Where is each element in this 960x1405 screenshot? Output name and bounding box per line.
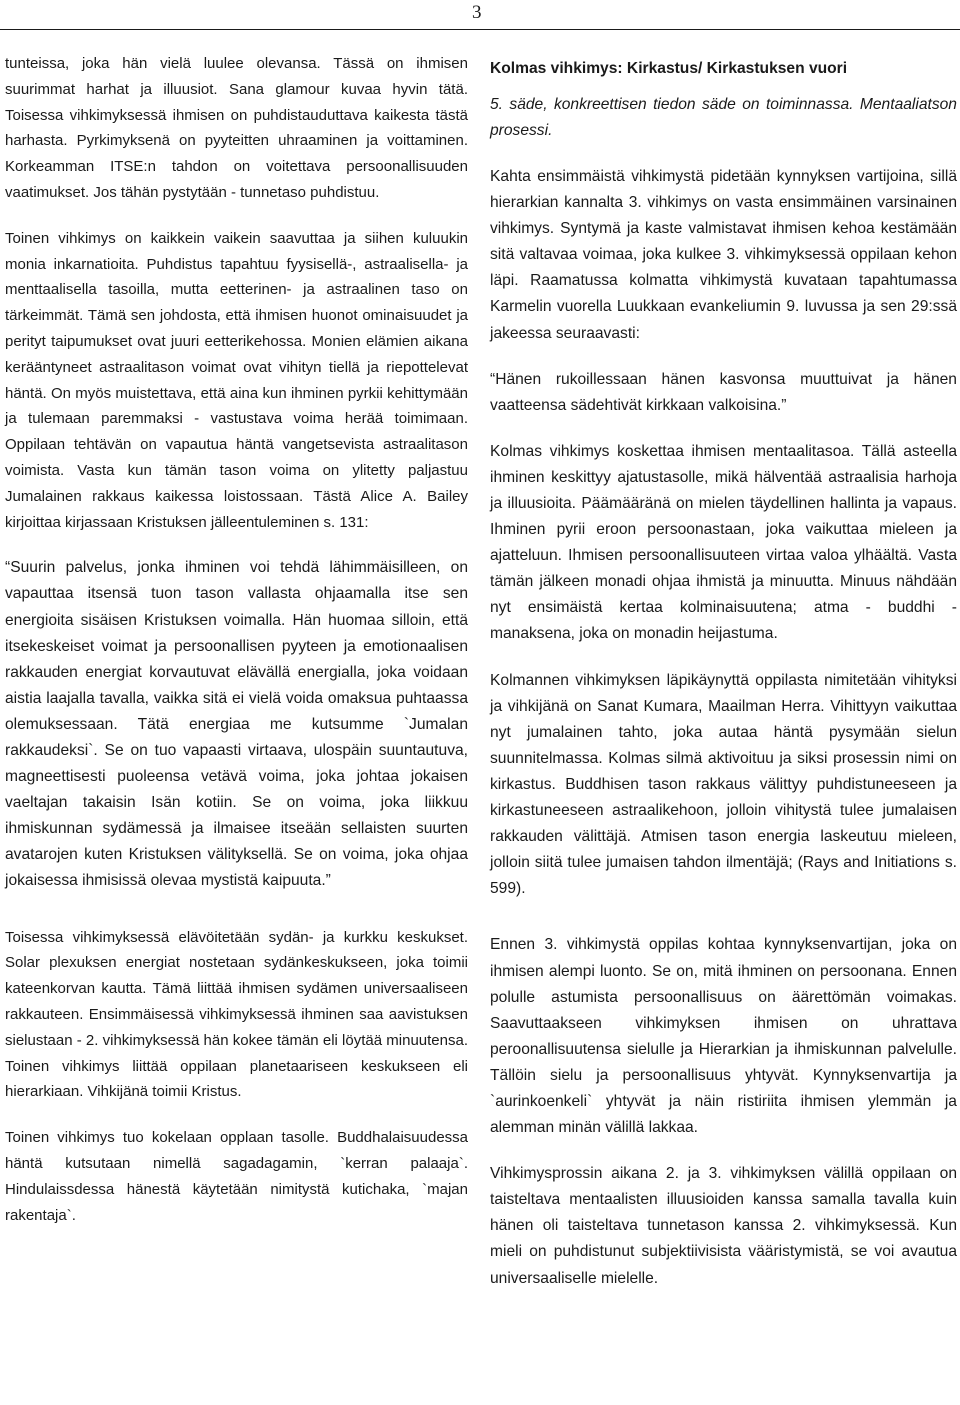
right-paragraph-2: Kolmas vihkimys koskettaa ihmisen mentaalitasoa. Tällä asteella ihminen keskittyy ajatustasolle, mikä hälventää astraalisia harhoja ja illuusioita. Päämääränä on mielen täydellinen hallinta ja vapaus. Ihminen pyrii eroon persoonastaan, joka vaikuttaa mieleen ja ajatteluun. Ihmisen persoonallisuuteen virtaa valoa ylhäältä. Vasta tämän jälkeen monadi ohjaa ihmistä ja minuutta. Minuus nähdään nyt ensimäistä kertaa kolminaisuutena; atma - buddhi - manaksena, joka on monadin heijastuma. <box>490 442 957 643</box>
right-paragraph-1: Kahta ensimmäistä vihkimystä pidetään kynnyksen vartijoina, sillä hierarkian kannalta 3. vihkimys on vasta ensimmäinen varsinainen vihkimys. Syntymä ja kaste valmistavat ihmisen kehoa kestämään sitä valtavaa voimaa, joka kulkee 3. vihkimyksessä oppilaan kehon läpi. Raamatussa kolmatta vihkimystä kuvataan tapahtumassa Karmelin vuorella Luukkaan evankeliumin 9. luvussa ja sen 29:ssä jakeessa seuraavasti: <box>490 167 957 342</box>
left-paragraph-1: tunteissa, joka hän vielä luulee olevansa. Tässä on ihmisen suurimmat harhat ja illuusiot. Sana glamour kuvaa hyvin tätä. Toisessa vihkimyksessä ihmisen on puhdistauduttava kaikesta tästä harhasta. Pyrkimyksenä on pyyteitten uhraaminen ja voittaminen. Korkeamman ITSE:n tahdon on voitettava persoonallisuuden vaatimukset. Jos tähän pystytään - tunnetaso puhdistuu. <box>5 55 468 201</box>
paragraph-gap <box>490 82 957 92</box>
left-quote: “Suurin palvelus, jonka ihminen voi tehdä lähimmäisilleen, on vapauttaa itsensä tuon tason vallasta ohjaamalla itse sen energioita sisäisen Kristuksen voimalla. Hän huomaa silloin, että itsekeskeiset voimat ja persoonallisen pyyteen ja emotionaalisen rakkauden energiat korvautuvat elävällä energialla, joka voidaan aistia laajalla tavalla, vaikka sitä ei vielä voida omaksua puhtaassa olemuksessaan. Tätä energiaa me kutsumme `Jumalan rakkaudeksi`. Se on tuo vapaasti virtaava, ulospäin suuntautuva, magneettisesti puoleensa vetävä voima, joka johtaa jokaisen vaeltajan takaisin Isän kotiin. Se on voima, joka liikkuu ihmiskunnan sydämessä ja ilmaisee itseään sellaisten suurten avatarojen kuten Kristuksen välityksellä. Se on voima, joka ohjaa jokaisessa ihmisissä olevaa mystistä kaipuuta.” <box>5 559 468 890</box>
paragraph-gap <box>490 902 957 932</box>
paragraph-gap <box>490 419 957 439</box>
right-column <box>490 56 957 1292</box>
paragraph-gap <box>5 1105 468 1125</box>
paragraph-gap <box>490 1141 957 1161</box>
section-subheading: 5. säde, konkreettisen tiedon säde on toiminnassa. Mentaaliatson prosessi. <box>490 95 957 139</box>
paragraph-gap <box>490 648 957 668</box>
paragraph-gap <box>5 535 468 555</box>
left-paragraph-4: Toinen vihkimys tuo kokelaan opplaan tasolle. Buddhalaisuudessa häntä kutsutaan nimellä sagadagamin, `kerran palaaja`. Hindulaissdessa hänestä käytetään nimitystä kutichaka, `majan rakentaja`. <box>5 1129 468 1224</box>
paragraph-gap <box>490 144 957 164</box>
left-paragraph-3: Toisessa vihkimyksessä elävöitetään sydän- ja kurkku keskukset. Solar plexuksen energiat nostetaan sydänkeskukseen, joka toimii kateenkorvan kautta. Tämä liittää ihmisen sydämen universaaliseen rakkauteen. Ensimmäisessä vihkimyksessä ihminen saa aavistuksen sielustaan - 2. vihkimyksessä hän kokee tämän eli löytää minuutensa. Toinen vihkimys liittää oppilaan planetaariseen keskukseen eli hierarkiaan. Vihkijänä toimii Kristus. <box>5 928 468 1101</box>
right-paragraph-4: Ennen 3. vihkimystä oppilas kohtaa kynnyksenvartijan, joka on ihmisen alempi luonto. Se on, mitä ihminen on persoonana. Ennen polulle astumista persoonallisuus on äärettömän voimakas. Saavuttaakseen vihkimyksen ihmisen on uhrattava peroonallisuutensa sielulle ja Hierarkian ja ihmiskunnan palvelulle. Tällöin sielu ja persoonallisuus yhtyvät. Kynnyksenvartija ja `aurinkoenkeli` yhtyvät ja näin ristiriita ihmisen ylemmän ja alemman minän välillä lakkaa. <box>490 936 957 1137</box>
paragraph-gap <box>5 206 468 226</box>
left-paragraph-2: Toinen vihkimys on kaikkein vaikein saavuttaa ja siihen kuluukin monia inkarnatioita. Puhdistus tapahtuu fyysisellä-, astraalisella- ja menttaalisella tasoilla, mutta eetterinen- ja astraalinen taso on tärkeimmät. Tämä sen johdosta, että ihmisen huonot ominaisuudet ja perityt taipumukset ovat juuri eetterikehossa. Monien elämien aikana kerääntyneet astraalitason voimat ovat vihityn tiellä ja riepottelevat häntä. On myös muistettava, että aina kun ihminen pyrkii kehittymään ja tulemaan paremmaksi - vastustava voima herää toimimaan. Oppilaan tehtävän on vapautua häntä vangetsevista astraalitason voimista. Vasta kun tämän tason voima on ylitetty paljastuu Jumalainen rakkaus kaikessa loistossaan. Tästä Alice A. Bailey kirjoittaa kirjassaan Kristuksen jälleentuleminen s. 131: <box>5 229 468 531</box>
page-number: 3 <box>472 2 482 23</box>
right-paragraph-5: Vihkimysprossin aikana 2. ja 3. vihkimyksen välillä oppilaan on taisteltava mentaalisten illuusioiden kanssa samalla tavalla kuin hänen oli taisteltava tunnetason kanssa 2. vihkimyksessä. Kun mieli on puhdistunut subjektiivisista vääristymistä, se voi avautua universaaliselle mielelle. <box>490 1165 957 1287</box>
header-rule <box>0 29 960 30</box>
right-quote: “Hänen rukoillessaan hänen kasvonsa muuttuivat ja hänen vaatteensa sädehtivät kirkkaan valkoisina.” <box>490 370 957 414</box>
paragraph-gap <box>490 347 957 367</box>
section-heading: Kolmas vihkimys: Kirkastus/ Kirkastuksen vuori <box>490 60 848 77</box>
paragraph-gap <box>5 895 468 925</box>
left-column <box>5 51 468 1228</box>
right-paragraph-3: Kolmannen vihkimyksen läpikäynyttä oppilasta nimitetään vihityksi ja vihkijänä on Sanat Kumara, Maailman Herra. Vihittyyn vaikuttaa nyt jumalainen tahto, joka autaa häntä pysymään sielun suunnitelmassa. Kolmas silmä aktivoituu ja siksi prosessin nimi on kirkastus. Buddhisen tason rakkaus välittyy puhdistuneeseen ja kirkastuneeseen astraalikehoon, jolloin vihitystä tulee jumalaisen rakkauden välittäjä. Atmisen tason energia laskeutuu mieleen, jolloin siitä tulee jumaisen tahdon ilmentäjä; (Rays and Initiations s. 599). <box>490 671 957 898</box>
